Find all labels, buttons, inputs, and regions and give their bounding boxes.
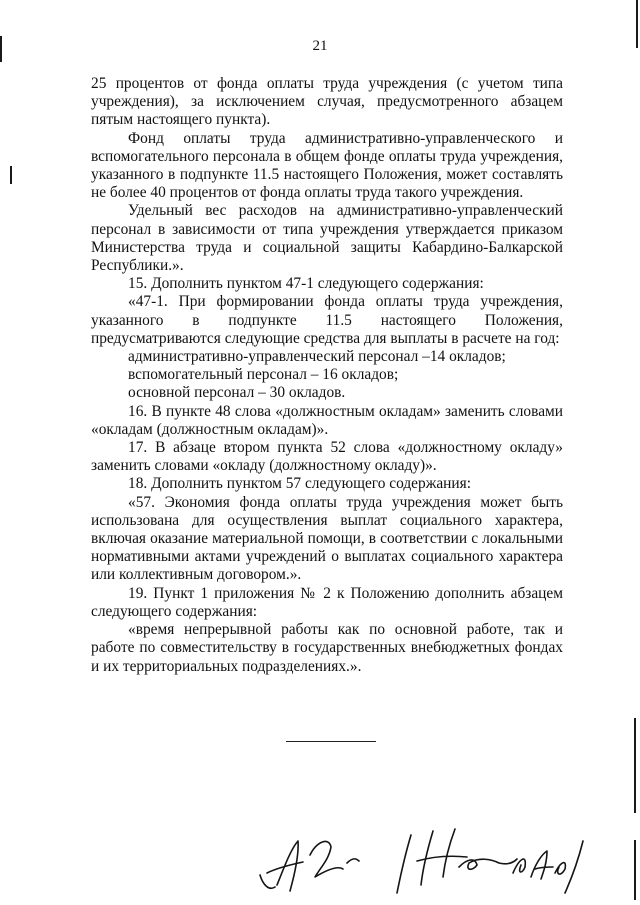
paragraph-continuous-work: «время непрерывной работы как по основной работе, так и работе по совместительству в государственных внебюджетных фондах и их территориальных подразделениях.». bbox=[91, 621, 563, 675]
paragraph-item-18: 18. Дополнить пунктом 57 следующего содержания: bbox=[128, 475, 471, 493]
paragraph-expense-share: Удельный вес расходов на административно-управленческий персонал в зависимости от типа учреждения утверждается приказом Министерства труда и социальной защиты Кабардино-Балкарской Республики.». bbox=[91, 202, 563, 275]
paragraph-item-17: 17. В абзаце втором пункта 52 слова «должностному окладу» заменить словами «окладу (должностному окладу)». bbox=[91, 439, 563, 475]
paragraph-item-19: 19. Пункт 1 приложения № 2 к Положению дополнить абзацем следующего содержания: bbox=[91, 584, 563, 620]
paragraph-continuation: 25 процентов от фонда оплаты труда учреждения (с учетом типа учреждения), за исключением случая, предусмотренного абзацем пятым настоящего пункта). bbox=[91, 75, 563, 129]
signatures bbox=[255, 815, 585, 900]
paragraph-clause-57: «57. Экономия фонда оплаты труда учреждения может быть использована для осуществления выплат социального характера, включая оказание материальной помощи, в соответствии с локальными нормативными актами учреждений о выплатах социального характера или коллективным договором.». bbox=[91, 493, 563, 584]
signature-initials-1 bbox=[260, 841, 359, 891]
separator-line bbox=[286, 741, 376, 742]
paragraph-clause-47-1: «47-1. При формировании фонда оплаты труда учреждения, указанного в подпункте 11.5 настоящего Положения, предусматриваются следующие средства для выплаты в расчете на год: bbox=[91, 293, 563, 347]
scan-edge-mark-right-bottom-2 bbox=[634, 840, 636, 900]
document-body bbox=[91, 75, 563, 676]
list-item-admin-staff: административно-управленческий персонал –14 окладов; bbox=[128, 348, 506, 366]
scan-edge-mark-right-bottom-1 bbox=[634, 718, 636, 813]
paragraph-item-15: 15. Дополнить пунктом 47-1 следующего содержания: bbox=[128, 275, 484, 293]
signature-2 bbox=[397, 829, 583, 893]
paragraph-item-16: 16. В пункте 48 слова «должностным окладам» заменить словами «окладам (должностным окладам)». bbox=[91, 402, 563, 438]
paragraph-wage-fund-limit: Фонд оплаты труда административно-управленческого и вспомогательного персонала в общем фонде оплаты труда учреждения, указанного в подпункте 11.5 настоящего Положения, может составлять не более 40 процентов от фонда оплаты труда такого учреждения. bbox=[91, 129, 563, 202]
page-number: 21 bbox=[312, 38, 328, 54]
list-item-support-staff: вспомогательный персонал – 16 окладов; bbox=[128, 366, 399, 384]
scan-edge-mark-left-mid bbox=[10, 166, 12, 184]
list-item-main-staff: основной персонал – 30 окладов. bbox=[128, 384, 346, 402]
